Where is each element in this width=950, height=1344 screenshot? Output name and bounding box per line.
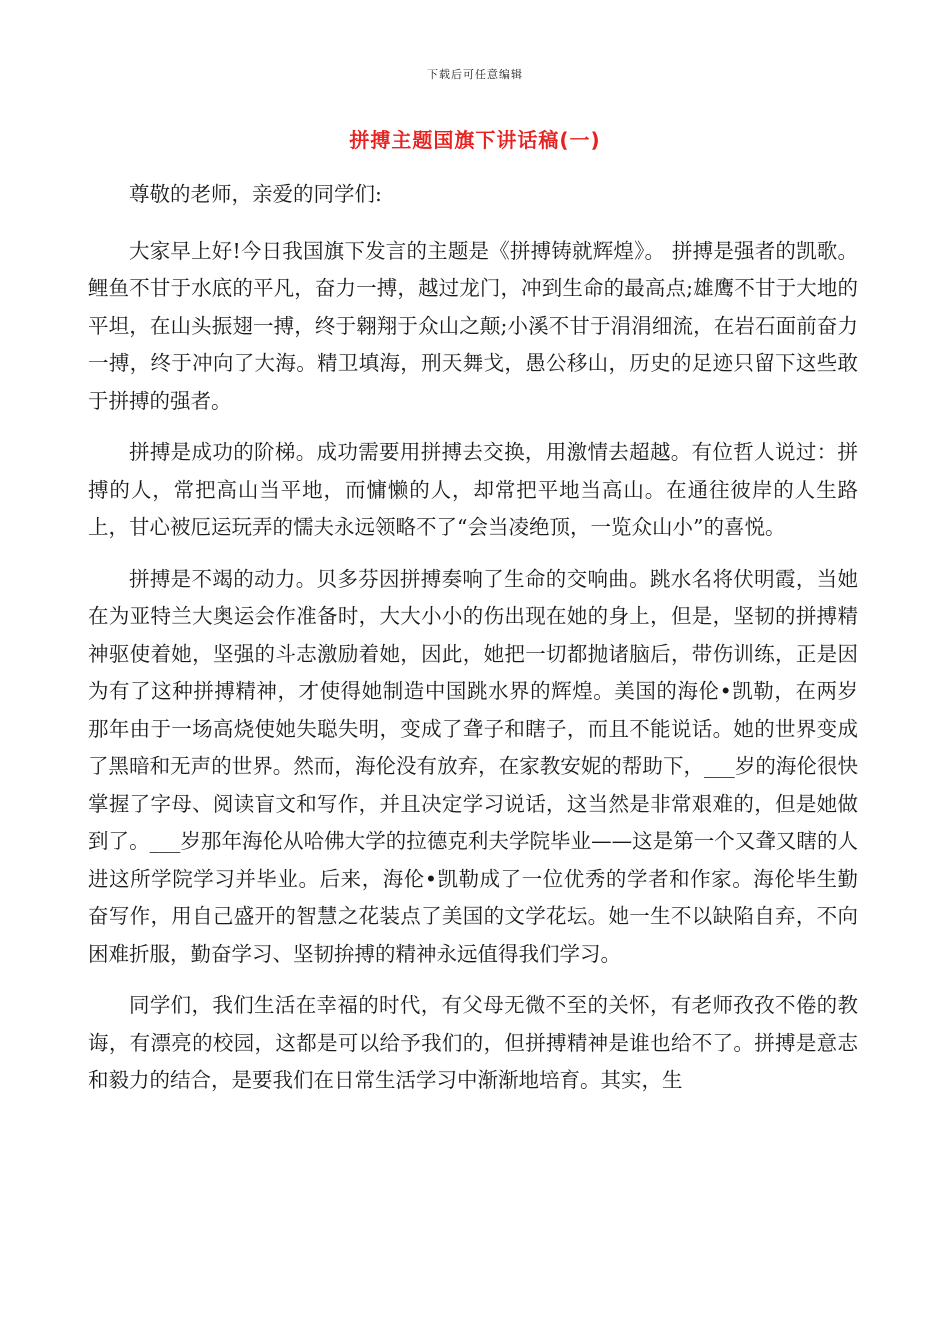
paragraph: 拼搏是不竭的动力。贝多芬因拼搏奏响了生命的交响曲。跳水名将伏明霞，当她在为亚特兰大奥运会作准备时，大大小小的伤出现在她的身上，但是，坚韧的拼搏精神驱使着她，坚强的斗志激励着她，因此，她把一切都抛诸脑后，带伤训练，正是因为有了这种拼搏精神，才使得她制造中国跳水界的辉煌。美国的海伦•凯勒，在两岁那年由于一场高烧使她失聪失明，变成了聋子和瞎子，而且不能说话。她的世界变成了黑暗和无声的世界。然而，海伦没有放弃，在家教安妮的帮助下，___岁的海伦很快掌握了字母、阅读盲文和写作，并且决定学习说话，这当然是非常艰难的，但是她做到了。___岁那年海伦从哈佛大学的拉德克利夫学院毕业——这是第一个又聋又瞎的人进这所学院学习并毕业。后来，海伦•凯勒成了一位优秀的学者和作家。海伦毕生勤奋写作，用自己盛开的智慧之花装点了美国的文学花坛。她一生不以缺陷自弃，不向困难折服，勤奋学习、坚韧拚搏的精神永远值得我们学习。 — [88, 566, 858, 966]
document-body — [88, 176, 858, 1114]
paragraph: 大家早上好!今日我国旗下发言的主题是《拼搏铸就辉煌》。 拼搏是强者的凯歌。鲤鱼不甘于水底的平凡，奋力一搏，越过龙门，冲到生命的最高点;雄鹰不甘于大地的平坦，在山头振翅一搏，终于翱翔于众山之颠;小溪不甘于涓涓细流，在岩石面前奋力一搏，终于冲向了大海。精卫填海，刑天舞戈，愚公移山，历史的足迹只留下这些敢于拼搏的强者。 — [88, 238, 858, 413]
salutation: 尊敬的老师，亲爱的同学们: — [129, 182, 382, 206]
paragraph: 同学们，我们生活在幸福的时代，有父母无微不至的关怀，有老师孜孜不倦的教诲，有漂亮的校园，这都是可以给予我们的，但拼搏精神是谁也给不了。拼搏是意志和毅力的结合，是要我们在日常生活学习中渐渐地培育。其实，生 — [88, 993, 858, 1092]
paragraph: 拼搏是成功的阶梯。成功需要用拼搏去交换，用激情去超越。有位哲人说过：拼搏的人，常把高山当平地，而慵懒的人，却常把平地当高山。在通往彼岸的人生路上，甘心被厄运玩弄的懦夫永远领略不了“会当凌绝顶，一览众山小”的喜悦。 — [88, 440, 858, 539]
document-title: 拼搏主题国旗下讲话稿(一) — [349, 128, 601, 152]
header-note: 下载后可任意编辑 — [427, 68, 523, 81]
